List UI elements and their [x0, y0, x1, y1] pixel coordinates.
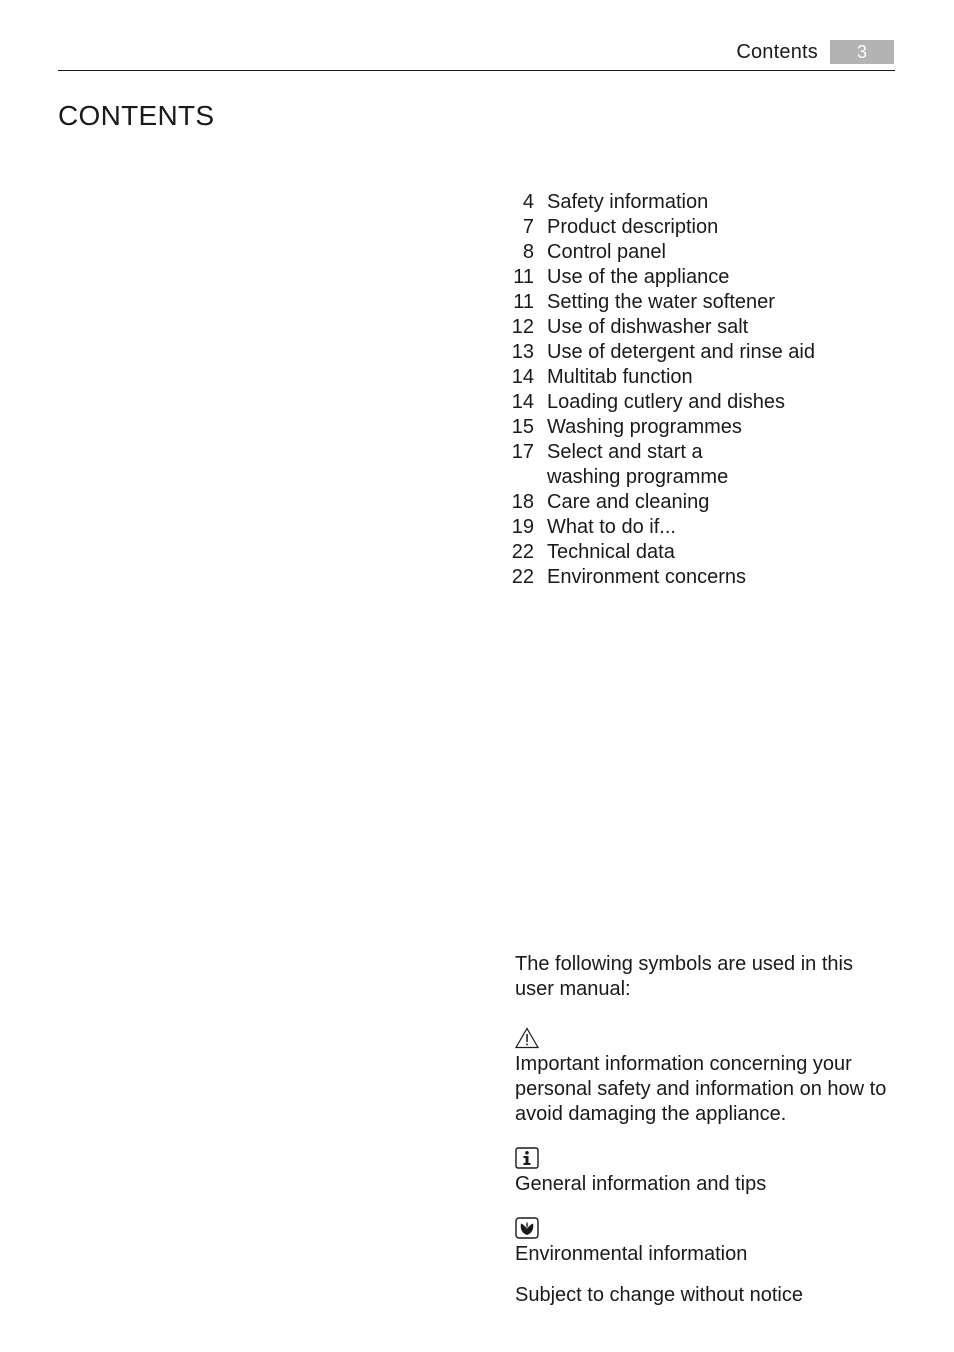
toc-item[interactable]: [508, 265, 908, 290]
toc-page-number: 11: [513, 291, 534, 313]
toc-page-number: 22: [511, 541, 534, 563]
toc-entry-label: Product description: [547, 216, 719, 238]
toc-item[interactable]: [508, 240, 908, 265]
table-of-contents: [508, 190, 908, 590]
warning-triangle-icon: [515, 1027, 539, 1049]
toc-entry-label: Care and cleaning: [547, 491, 710, 513]
symbols-legend: [515, 952, 895, 1287]
toc-page-number: 8: [522, 241, 534, 263]
toc-entry-label: Safety information: [547, 191, 709, 213]
toc-item[interactable]: [508, 315, 908, 340]
toc-item[interactable]: [508, 290, 908, 315]
toc-item[interactable]: [508, 215, 908, 240]
environment-icon: [515, 1217, 539, 1239]
toc-item[interactable]: [508, 565, 908, 590]
toc-item[interactable]: [508, 190, 908, 215]
toc-page-number: 14: [511, 391, 534, 413]
toc-item[interactable]: [508, 540, 908, 565]
toc-page-number: 12: [511, 316, 534, 338]
toc-page-number: 14: [511, 366, 534, 388]
symbol-environment-text: Environmental information: [515, 1243, 748, 1265]
toc-item[interactable]: [508, 415, 908, 440]
toc-entry-label: Use of dishwasher salt: [547, 316, 749, 338]
toc-entry-label: Use of the appliance: [547, 266, 730, 288]
toc-entry-label: Multitab function: [547, 366, 693, 388]
toc-entry-label: Washing programmes: [547, 416, 742, 438]
toc-page-number: 4: [522, 191, 534, 213]
toc-item[interactable]: [508, 440, 908, 490]
toc-entry-label: Technical data: [547, 541, 675, 563]
toc-entry-label: Control panel: [547, 241, 666, 263]
toc-entry-label: Use of detergent and rinse aid: [547, 341, 815, 363]
toc-item[interactable]: [508, 390, 908, 415]
toc-entry-label: Select and start a washing programme: [547, 441, 729, 488]
toc-page-number: 18: [511, 491, 534, 513]
toc-entry-label: What to do if...: [547, 516, 676, 538]
footer-note: Subject to change without notice: [515, 1284, 803, 1306]
toc-page-number: 17: [511, 441, 534, 463]
symbol-info: [515, 1147, 895, 1197]
header-divider: [58, 70, 895, 71]
header-section-name: Contents: [736, 40, 818, 63]
toc-entry-label: Loading cutlery and dishes: [547, 391, 785, 413]
toc-entry-label: Setting the water softener: [547, 291, 775, 313]
toc-page-number: 7: [522, 216, 534, 238]
running-header: [736, 38, 894, 66]
toc-page-number: 19: [511, 516, 534, 538]
toc-item[interactable]: [508, 515, 908, 540]
toc-entry-label: Environment concerns: [547, 566, 746, 588]
symbol-info-text: General information and tips: [515, 1173, 767, 1195]
toc-page-number: 22: [511, 566, 534, 588]
page-title: CONTENTS: [58, 100, 215, 131]
toc-item[interactable]: [508, 490, 908, 515]
toc-item[interactable]: [508, 340, 908, 365]
symbols-intro: The following symbols are used in this user manual:: [515, 953, 853, 1000]
toc-page-number: 15: [511, 416, 534, 438]
symbol-environment: [515, 1217, 895, 1267]
page-number: 3: [830, 40, 894, 64]
info-icon: [515, 1147, 539, 1169]
symbol-warning: [515, 1027, 895, 1127]
symbol-warning-text: Important information concerning your personal safety and information on how to avoid damaging the appliance.: [515, 1053, 887, 1125]
toc-item[interactable]: [508, 365, 908, 390]
toc-page-number: 11: [513, 266, 534, 288]
toc-page-number: 13: [511, 341, 534, 363]
